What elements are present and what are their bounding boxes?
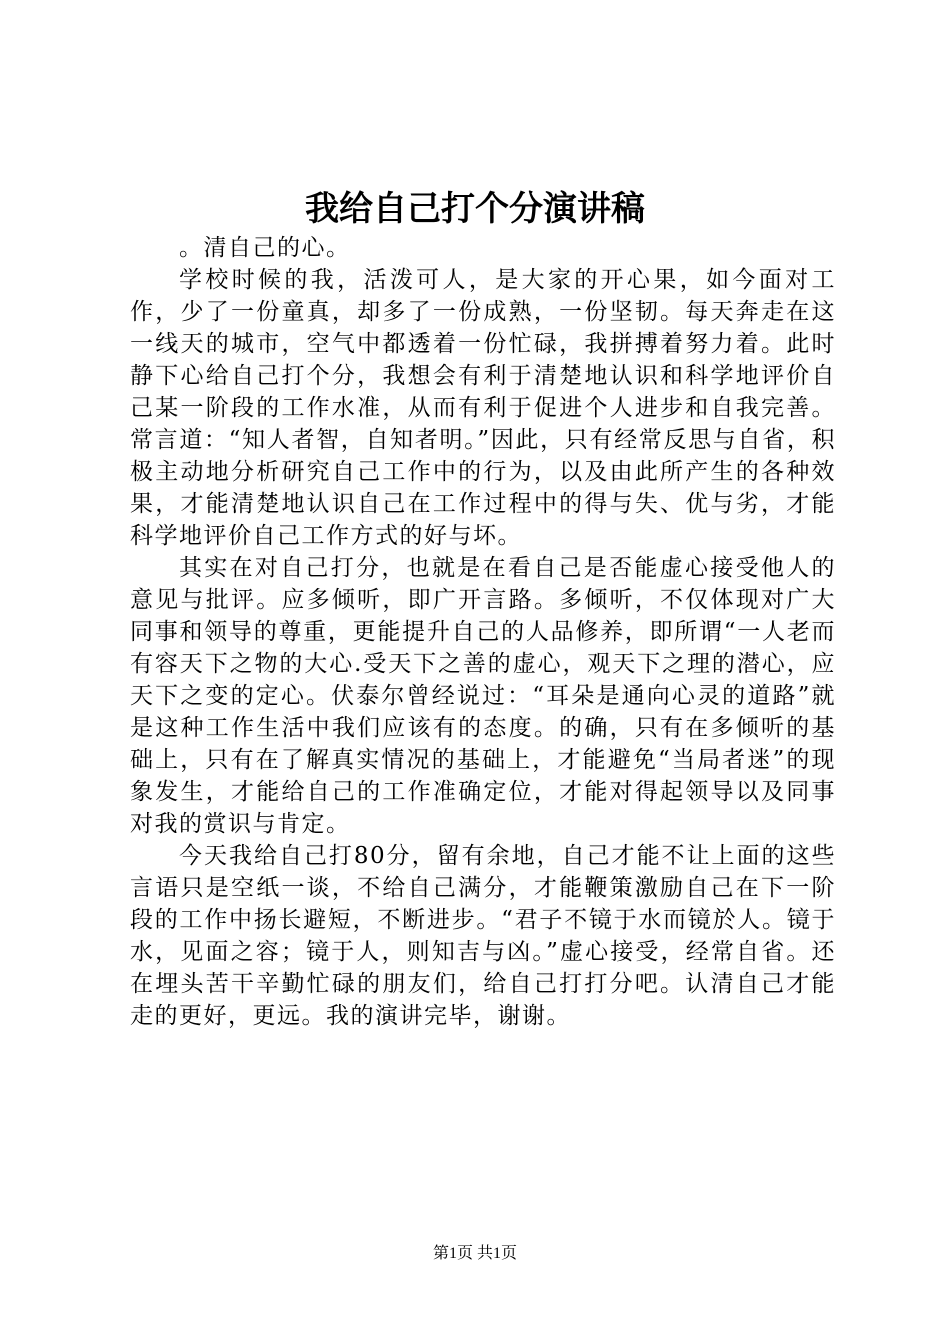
paragraph-1: 。清自己的心。 (179, 235, 351, 261)
document-title: 我给自己打个分演讲稿 (305, 189, 645, 229)
document-body (130, 232, 836, 1032)
paragraph-2: 学校时候的我，活泼可人，是大家的开心果，如今面对工作，少了一份童真，却多了一份成熟，一份坚韧。每天奔走在这一线天的城市，空气中都透着一份忙碌，我拼搏着努力着。此时静下心给自己打个分，我想会有利于清楚地认识和科学地评价自己某一阶段的工作水准，从而有利于促进个人进步和自我完善。常言道：“知人者智，自知者明。”因此，只有经常反思与自省，积极主动地分析研究自己工作中的行为，以及由此所产生的各种效果，才能清楚地认识自己在工作过程中的得与失、优与劣，才能科学地评价自己工作方式的好与坏。 (130, 267, 836, 549)
paragraph-4: 今天我给自己打80分，留有余地，自己才能不让上面的这些言语只是空纸一谈，不给自己满分，才能鞭策激励自己在下一阶段的工作中扬长避短，不断进步。“君子不镜于水而镜於人。镜于水，见面之容；镜于人，则知吉与凶。”虚心接受，经常自省。还在埋头苦干辛勤忙碌的朋友们，给自己打打分吧。认清自己才能走的更好，更远。我的演讲完毕，谢谢。 (130, 843, 836, 1029)
paragraph-3: 其实在对自己打分，也就是在看自己是否能虚心接受他人的意见与批评。应多倾听，即广开言路。多倾听，不仅体现对广大同事和领导的尊重，更能提升自己的人品修养，即所谓“一人老而有容天下之物的大心.受天下之善的虚心，观天下之理的潜心，应天下之变的定心。伏泰尔曾经说过：“耳朵是通向心灵的道路”就是这种工作生活中我们应该有的态度。的确，只有在多倾听的基础上，只有在了解真实情况的基础上，才能避免“当局者迷”的现象发生，才能给自己的工作准确定位，才能对得起领导以及同事对我的赏识与肯定。 (130, 555, 836, 837)
page-footer: 第1页 共1页 (432, 1245, 517, 1262)
